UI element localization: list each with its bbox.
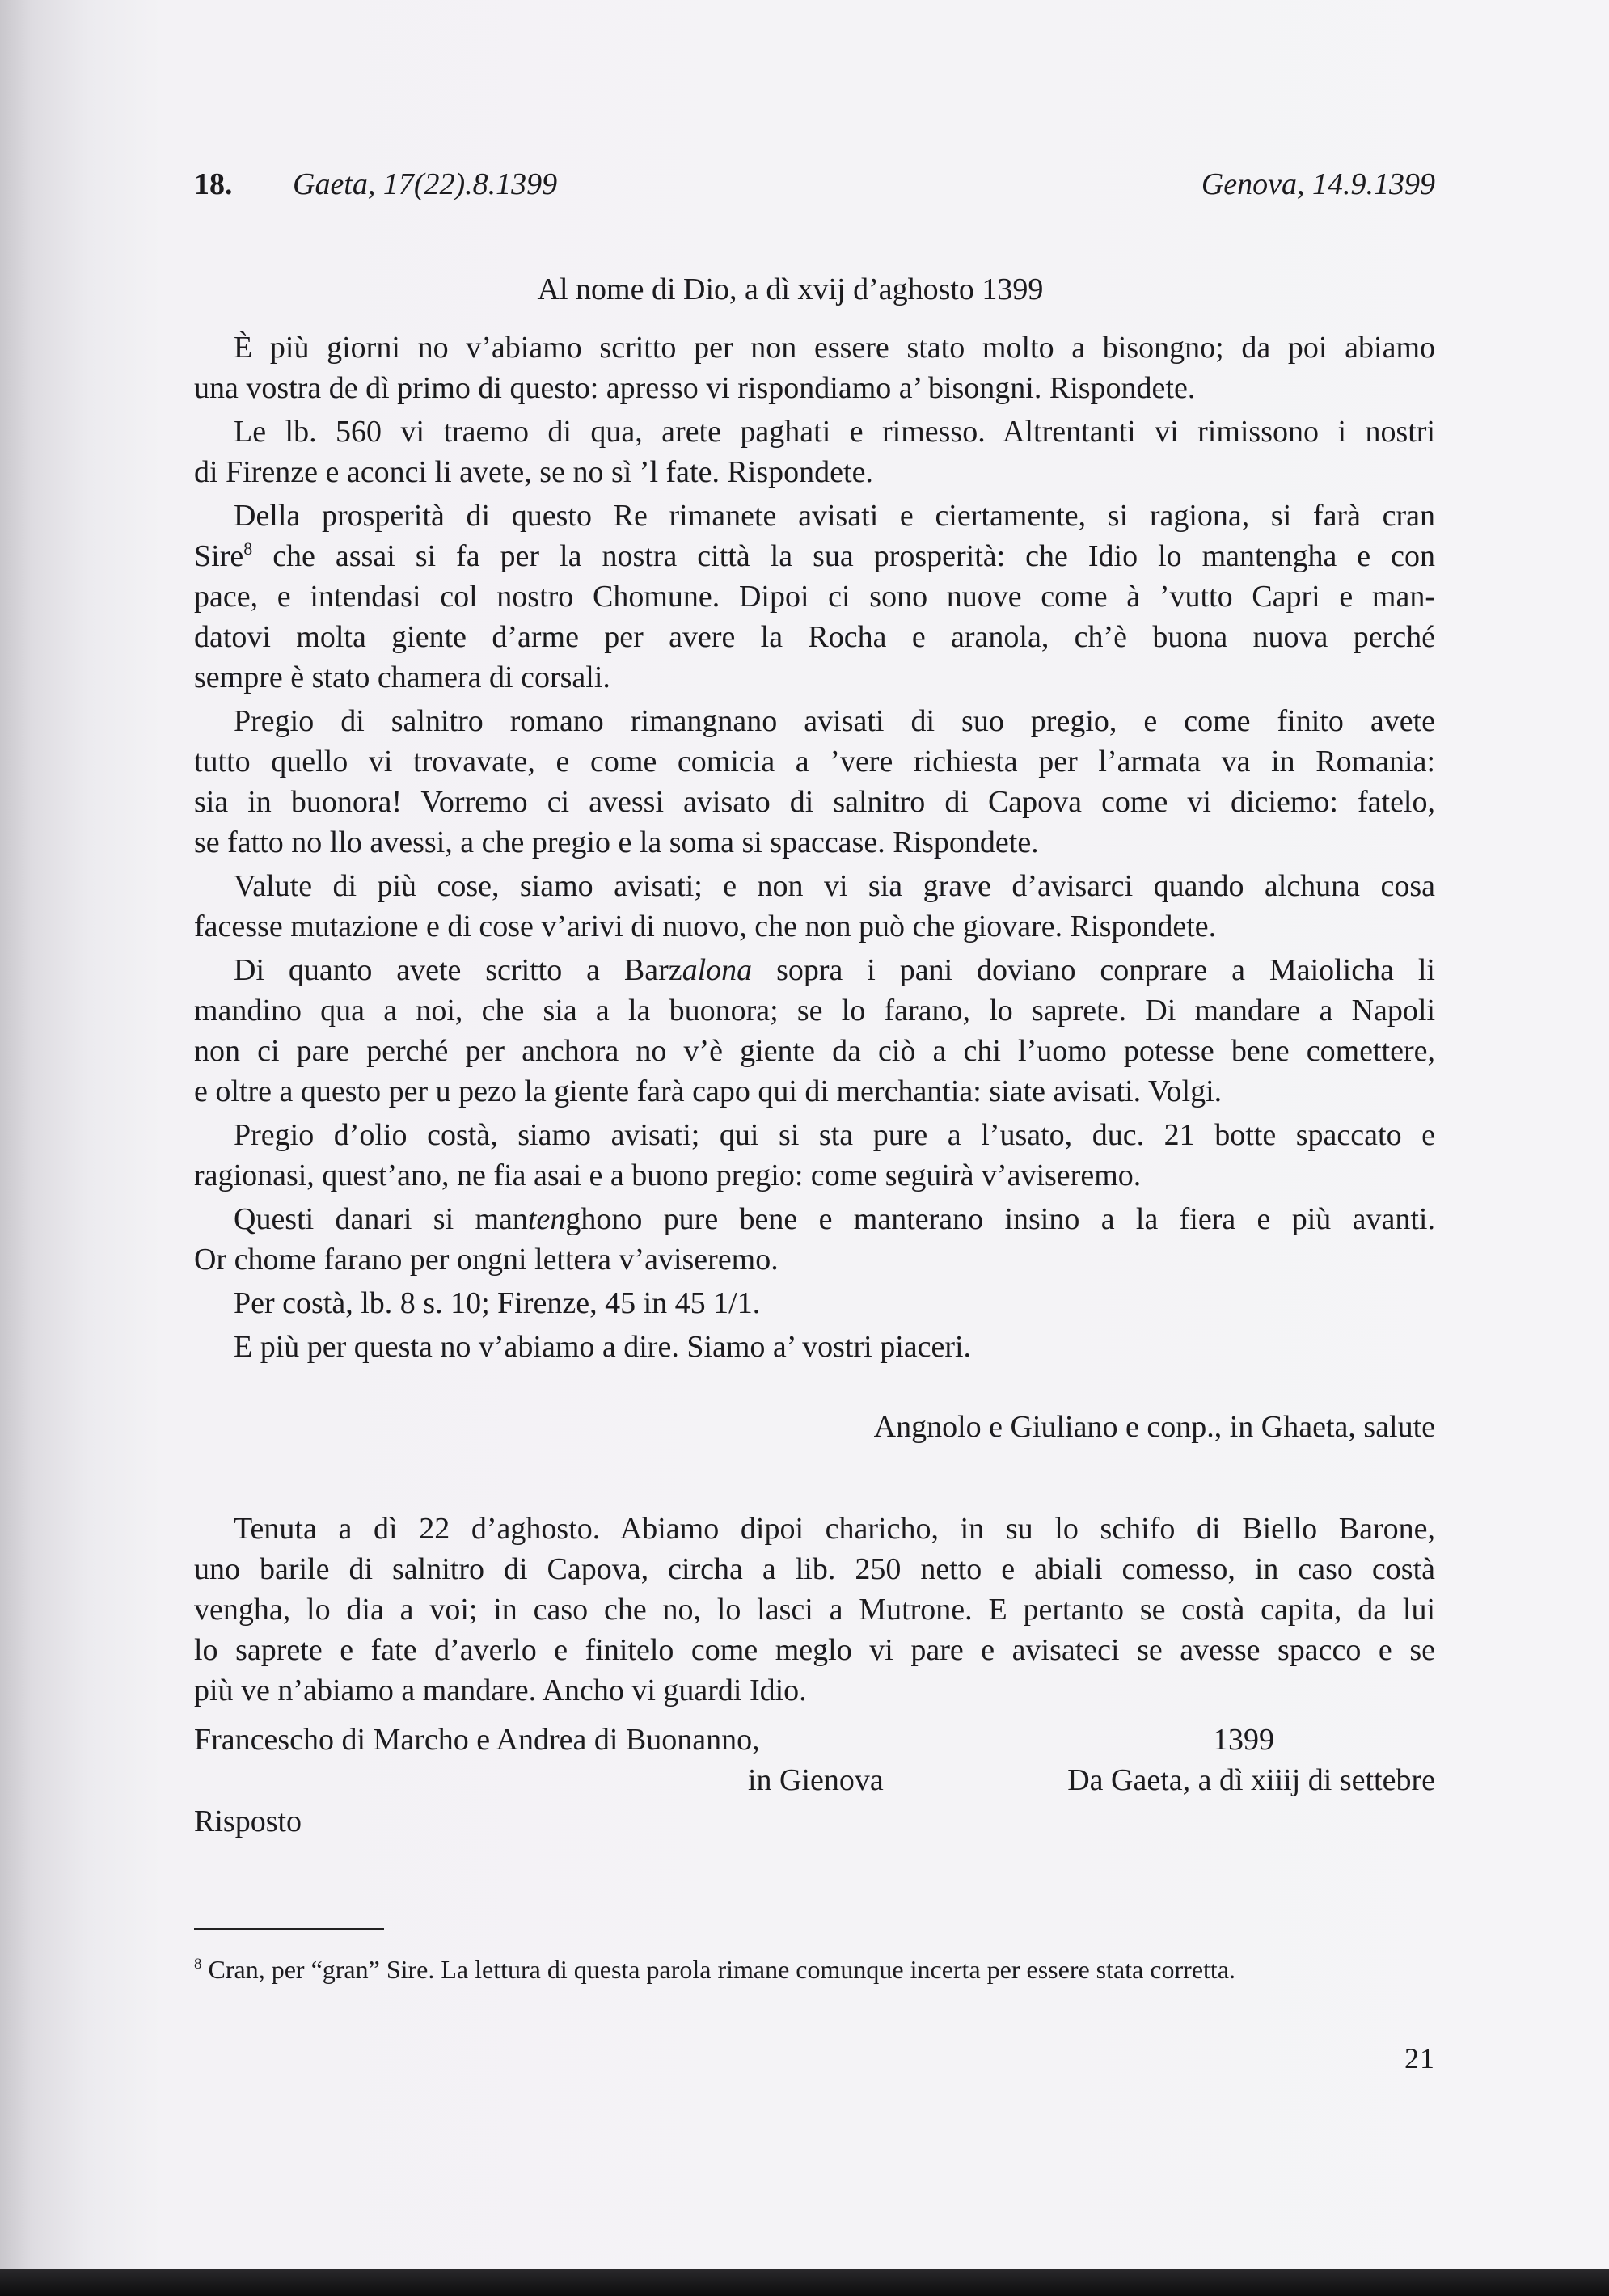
text-segment: che assai si fa per la nostra città la sua prosperità: che Idio lo mantengha e con [252, 539, 1435, 573]
letter-number: 18. [194, 167, 233, 201]
footnote-text: Cran, per “gran” Sire. La lettura di questa parola rimane comunque incerta per essere stata corretta. [208, 1955, 1236, 1984]
address-line-2 [194, 1760, 1435, 1800]
text-segment: ten [527, 1202, 566, 1236]
paragraph [194, 866, 1435, 947]
text-line: più ve n’abiamo a mandare. Ancho vi guardi Idio. [194, 1673, 807, 1707]
page-number: 21 [1404, 2042, 1435, 2074]
letter-origin-date: Gaeta, 17(22).8.1399 [293, 167, 558, 201]
paragraph [194, 412, 1435, 492]
text-line: Pregio d’olio costà, siamo avisati; qui si sta pure a l’usato, duc. 21 botte spaccato e [234, 1118, 1435, 1152]
text-line: Le lb. 560 vi traemo di qua, arete paghati e rimesso. Altrentanti vi rimissono i nostri [234, 415, 1435, 449]
signoff: Angnolo e Giuliano e conp., in Ghaeta, salute [873, 1410, 1435, 1444]
text-segment: sopra i pani doviano conprare a Maiolicha li [752, 953, 1435, 987]
text-line: Valute di più cose, siamo avisati; e non vi sia grave d’avisarci quando alchuna cosa [234, 869, 1435, 903]
text-line: uno barile di salnitro di Capova, circha a lib. 250 netto e abiali comesso, in caso costà [194, 1552, 1435, 1586]
text-line: datovi molta giente d’arme per avere la Rocha e aranola, ch’è buona nuova perché [194, 620, 1435, 654]
text-line: sempre è stato chamera di corsali. [194, 661, 610, 694]
text-line: lo saprete e fate d’averlo e finitelo come meglo vi pare e avisateci se avesse spacco e se [194, 1633, 1435, 1667]
paragraph [194, 1509, 1435, 1711]
footnote [194, 1948, 1435, 1986]
postscript [194, 1509, 1435, 1714]
text-line: di Firenze e aconci li avete, se no sì ’l fate. Rispondete. [194, 455, 873, 489]
text-line: vengha, lo dia a voi; in caso che no, lo lasci a Mutrone. E pertanto se costà capita, da lui [194, 1593, 1435, 1627]
text-line: Pregio di salnitro romano rimangnano avisati di suo pregio, e come finito avete [234, 704, 1435, 738]
footnote-reference: 8 [243, 538, 253, 559]
paragraph [194, 496, 1435, 698]
text-line: tutto quello vi trovavate, e come comicia a ’vere richiesta per l’armata va in Romania: [194, 745, 1435, 779]
letter-destination-date: Genova, 14.9.1399 [1201, 167, 1435, 201]
footnote-divider [194, 1928, 384, 1930]
text-line: pace, e intendasi col nostro Chomune. Dipoi ci sono nuove come à ’vutto Capri e man- [194, 580, 1435, 614]
text-line [194, 1199, 1435, 1239]
paragraph [194, 327, 1435, 408]
text-line [194, 536, 1435, 576]
scan-edge [0, 2269, 1609, 2296]
text-line: E più per questa no v’abiamo a dire. Siamo a’ vostri piaceri. [234, 1330, 972, 1364]
text-line: Or chome farano per ongni lettera v’aviseremo. [194, 1243, 779, 1277]
text-segment: ghono pure bene e manterano insino a la fiera e più avanti. [565, 1202, 1435, 1236]
paragraph [194, 701, 1435, 863]
text-line: facesse mutazione e di cose v’arivi di nuovo, che non può che giovare. Rispondete. [194, 910, 1217, 943]
receipt-dateline: Da Gaeta, a dì xiiij di settebre [1067, 1763, 1435, 1797]
letter-header [194, 164, 1435, 205]
paragraph [194, 1283, 1435, 1323]
risposto-note: Risposto [194, 1804, 302, 1838]
paragraph [194, 950, 1435, 1112]
text-line: Della prosperità di questo Re rimanete avisati e ciertamente, si ragiona, si farà cran [234, 499, 1435, 533]
paragraph [194, 1327, 1435, 1367]
text-line: Per costà, lb. 8 s. 10; Firenze, 45 in 45 1/1. [234, 1286, 761, 1320]
text-line: È più giorni no v’abiamo scritto per non essere stato molto a bisongno; da poi abiamo [234, 331, 1435, 365]
text-segment: Di quanto avete scritto a Barz [234, 953, 682, 987]
letter-body [194, 327, 1435, 1370]
text-line [194, 950, 1435, 990]
footnote-mark: 8 [194, 1956, 202, 1973]
text-line: sia in buonora! Vorremo ci avessi avisato di salnitro di Capova come vi diciemo: fatelo, [194, 785, 1435, 819]
text-segment: Sire [194, 539, 244, 573]
text-line: ragionasi, quest’ano, ne fia asai e a buono pregio: come seguirà v’aviseremo. [194, 1159, 1142, 1192]
text-segment: alona [682, 953, 753, 987]
text-line: una vostra de dì primo di questo: apresso vi rispondiamo a’ bisongni. Rispondete. [194, 371, 1196, 405]
text-line: e oltre a questo per u pezo la giente farà capo qui di merchantia: siate avisati. Volgi. [194, 1074, 1223, 1108]
text-line: Tenuta a dì 22 d’aghosto. Abiamo dipoi charicho, in su lo schifo di Biello Barone, [234, 1512, 1435, 1546]
text-line: non ci pare perché per anchora no v’è giente da ciò a chi l’uomo potesse bene comettere, [194, 1034, 1435, 1068]
text-line: se fatto no llo avessi, a che pregio e la soma si spaccase. Rispondete. [194, 825, 1039, 859]
paragraph [194, 1199, 1435, 1280]
text-line: mandino qua a noi, che sia a la buonora; se lo farano, lo saprete. Di mandare a Napoli [194, 994, 1435, 1028]
paragraph [194, 1115, 1435, 1196]
text-segment: Questi danari si man [234, 1202, 528, 1236]
address-line-1 [194, 1720, 1435, 1760]
receipt-year: 1399 [1213, 1723, 1274, 1757]
recipient-place: in Gienova [748, 1763, 884, 1797]
invocation: Al nome di Dio, a dì xvij d’aghosto 1399 [537, 272, 1044, 306]
recipient: Francescho di Marcho e Andrea di Buonanno, [194, 1723, 760, 1757]
